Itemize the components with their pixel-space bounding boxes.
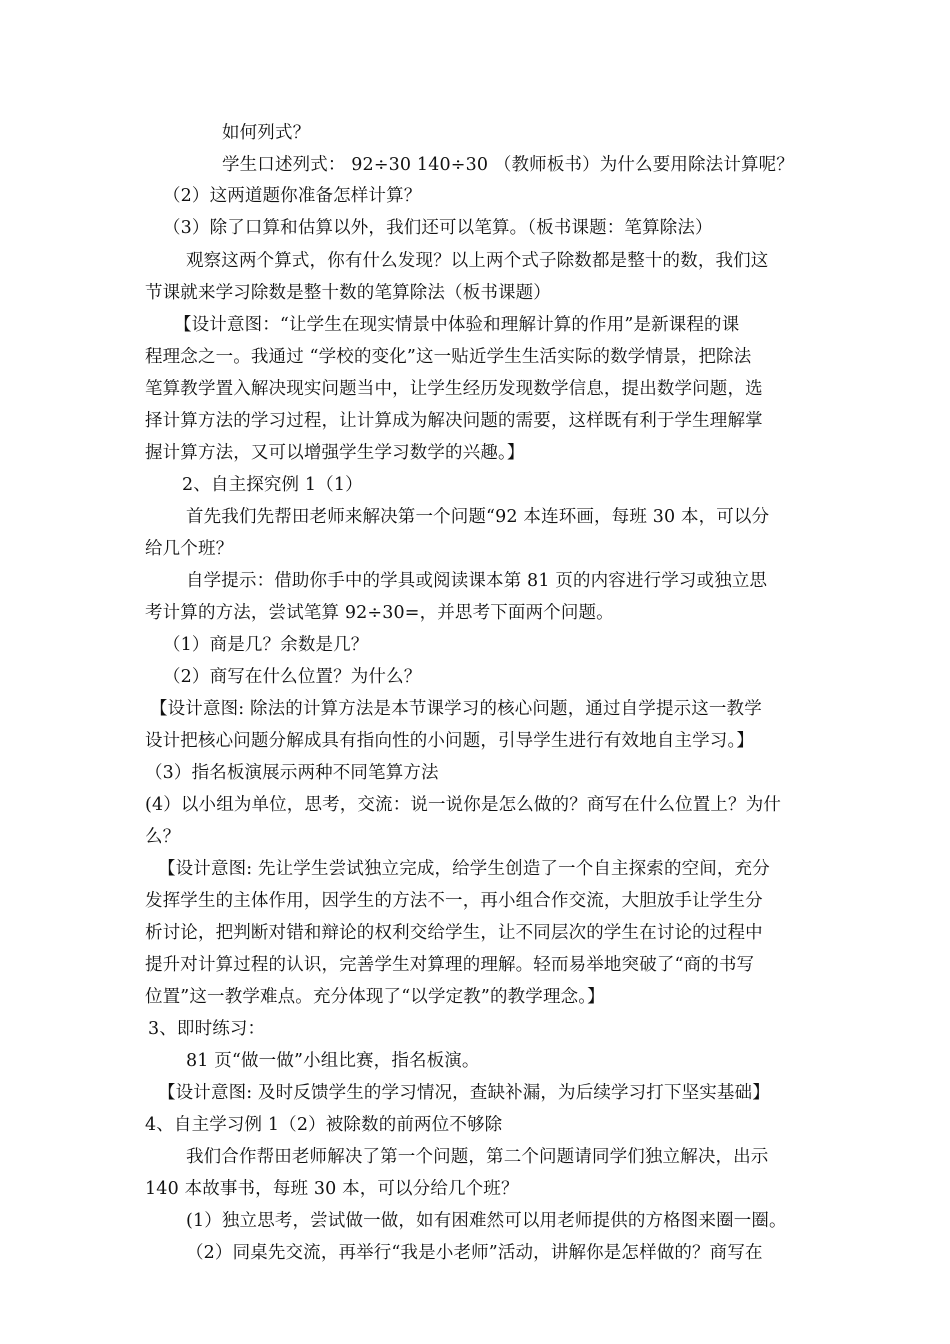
text-line: 学生口述列式： 92÷30 140÷30 （教师板书）为什么要用除法计算呢？ (222, 155, 794, 175)
text-line: 节课就来学习除数是整十数的笔算除法（板书课题） (145, 283, 551, 303)
text-line: 握计算方法，又可以增强学生学习数学的兴趣。】 (145, 443, 525, 463)
text-line: 给几个班？ (145, 539, 234, 559)
text-line: 位置”这一教学难点。充分体现了“以学定教”的教学理念。】 (145, 987, 605, 1007)
section-heading: 3、即时练习： (148, 1019, 266, 1039)
text-line: (1）独立思考，尝试做一做，如有困难然可以用老师提供的方格图来圈一圈。 (186, 1211, 787, 1231)
text-line: （1）商是几？余数是几？ (163, 635, 369, 655)
text-line: 【设计意图: 先让学生尝试独立完成，给学生创造了一个自主探索的空间，充分 (158, 859, 770, 879)
text-line: 择计算方法的学习过程，让计算成为解决问题的需要，这样既有利于学生理解掌 (145, 411, 763, 431)
text-line: 么？ (145, 827, 181, 847)
text-line: 发挥学生的主体作用，因学生的方法不一，再小组合作交流，大胆放手让学生分 (145, 891, 763, 911)
text-line: 如何列式？ (222, 123, 311, 143)
text-line: （3）指名板演展示两种不同笔算方法 (145, 763, 439, 783)
text-line: 提升对计算过程的认识，完善学生对算理的理解。轻而易举地突破了“商的书写 (145, 955, 755, 975)
text-line: 【设计意图: 除法的计算方法是本节课学习的核心问题，通过自学提示这一教学 (150, 699, 762, 719)
text-line: 笔算教学置入解决现实问题当中，让学生经历发现数学信息，提出数学问题，选 (145, 379, 763, 399)
text-line: 81 页“做一做”小组比赛，指名板演。 (186, 1051, 480, 1071)
text-line: （3）除了口算和估算以外，我们还可以笔算。（板书课题：笔算除法） (163, 218, 713, 238)
text-line: 【设计意图：“让学生在现实情景中体验和理解计算的作用”是新课程的课 (174, 315, 740, 335)
text-line: 观察这两个算式，你有什么发现？以上两个式子除数都是整十的数，我们这 (186, 251, 769, 271)
text-line: 自学提示：借助你手中的学具或阅读课本第 81 页的内容进行学习或独立思 (186, 571, 768, 591)
text-line: 设计把核心问题分解成具有指向性的小问题，引导学生进行有效地自主学习。】 (145, 731, 754, 751)
text-line: 【设计意图: 及时反馈学生的学习情况，查缺补漏，为后续学习打下坚实基础】 (158, 1083, 770, 1103)
text-line: 程理念之一。我通过 “学校的变化”这一贴近学生生活实际的数学情景，把除法 (145, 347, 752, 367)
text-line: 考计算的方法，尝试笔算 92÷30=，并思考下面两个问题。 (145, 603, 614, 623)
text-line: 首先我们先帮田老师来解决第一个问题“92 本连环画，每班 30 本，可以分 (186, 507, 770, 527)
text-line: 析讨论，把判断对错和辩论的权利交给学生，让不同层次的学生在讨论的过程中 (145, 923, 763, 943)
text-line: (4）以小组为单位，思考，交流：说一说你是怎么做的？商写在什么位置上？为什 (145, 795, 782, 815)
text-line: （2）同桌先交流，再举行“我是小老师”活动，讲解你是怎样做的？商写在 (186, 1243, 763, 1263)
section-heading: 4、自主学习例 1（2）被除数的前两位不够除 (145, 1115, 503, 1135)
text-line: 140 本故事书，每班 30 本，可以分给几个班？ (145, 1179, 519, 1199)
section-heading: 2、自主探究例 1（1） (182, 475, 363, 495)
text-line: （2）这两道题你准备怎样计算？ (163, 186, 422, 206)
text-line: （2）商写在什么位置？为什么？ (163, 667, 422, 687)
text-line: 我们合作帮田老师解决了第一个问题，第二个问题请同学们独立解决，出示 (186, 1147, 769, 1167)
